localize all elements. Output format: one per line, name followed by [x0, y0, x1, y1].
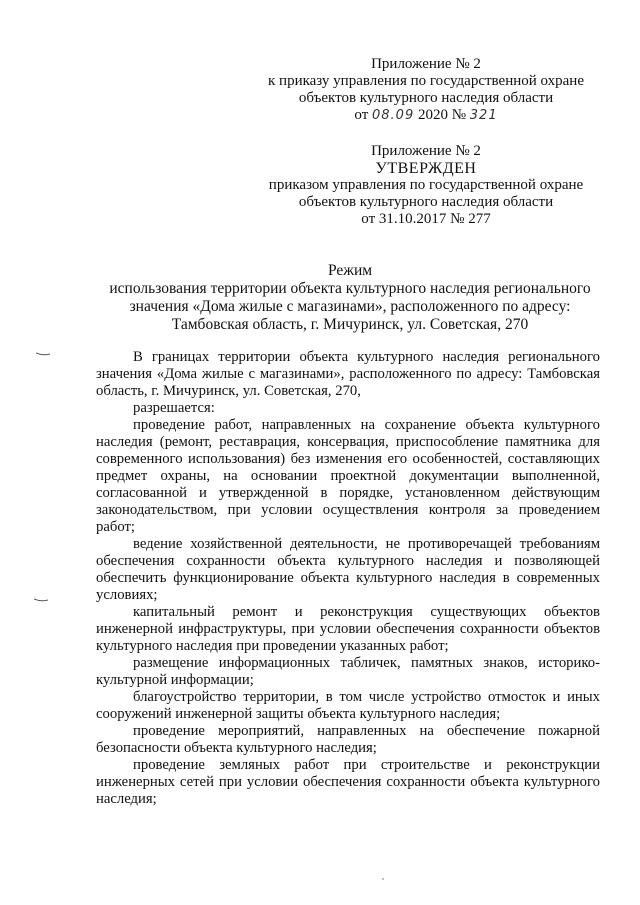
- annex-order-line: к приказу управления по государственной охране: [268, 73, 584, 89]
- heading-line-3: значения «Дома жилые с магазинами», расположенного по адресу:: [129, 298, 571, 315]
- paragraph-item-5: благоустройство территории, в том числе устройство отмосток и иных сооружений инженерной защиты объекта культурного наследия;: [96, 689, 600, 722]
- number-sign: №: [451, 107, 467, 123]
- paragraph-item-7: проведение земляных работ при строительстве и реконструкции инженерных сетей при условии обеспечения сохранности объекта культурного наследия;: [96, 757, 600, 807]
- heading-line-2: использования территории объекта культурного наследия регионального: [109, 280, 591, 297]
- heading-title: Режим: [327, 262, 373, 279]
- approved-label: УТВЕРЖДЕН: [375, 160, 477, 177]
- paragraph-item-3: капитальный ремонт и реконструкция существующих объектов инженерной инфраструктуры, при условии обеспечения сохранности объектов культурного наследия при проведении указанных работ;: [96, 604, 600, 654]
- annex-authority-line: объектов культурного наследия области: [298, 90, 554, 106]
- scan-speck: [382, 878, 384, 880]
- date-prefix: от: [354, 107, 369, 123]
- handwritten-date: 08.09: [372, 108, 415, 123]
- annex-title-2: Приложение № 2: [371, 143, 481, 159]
- approved-date-line: от 31.10.2017 № 277: [361, 211, 491, 227]
- paragraph-item-2: ведение хозяйственной деятельности, не противоречащей требованиям обеспечения сохранности объекта культурного наследия и позволяющей обеспечить функционирование объекта культурного наследия в современных условиях;: [96, 536, 600, 603]
- heading-line-4: Тамбовская область, г. Мичуринск, ул. Советская, 270: [171, 316, 529, 333]
- margin-mark-icon: [36, 352, 50, 355]
- date-year: 2020: [417, 107, 448, 123]
- annex-date-line: [240, 107, 612, 124]
- document-heading: [96, 262, 604, 334]
- annex-header-current: [240, 56, 612, 124]
- paragraph-item-1: проведение работ, направленных на сохранение объекта культурного наследия (ремонт, реставрация, консервация, приспособление памятника для современного использования) без изменения его особенностей, составляющих предмет охраны, на основании проектной документации выполненной, согласованной и утвержденной в порядке, установленном действующим законодательством, при условии осуществления контроля за проведением работ;: [96, 417, 600, 535]
- paragraph-allowed: разрешается:: [133, 400, 215, 416]
- paragraph-intro: В границах территории объекта культурного наследия регионального значения «Дома жилые с магазинами», расположенного по адресу: Тамбовская область, г. Мичуринск, ул. Советская, 270,: [96, 349, 600, 399]
- handwritten-number: 321: [469, 108, 498, 123]
- approved-authority-line: объектов культурного наследия области: [298, 194, 554, 210]
- approved-order-line: приказом управления по государственной охране: [268, 177, 584, 193]
- paragraph-item-4: размещение информационных табличек, памятных знаков, историко-культурной информации;: [96, 655, 600, 688]
- annex-header-approved: [240, 143, 612, 228]
- margin-mark-icon: [34, 598, 48, 601]
- paragraph-item-6: проведение мероприятий, направленных на обеспечение пожарной безопасности объекта культурного наследия;: [96, 723, 600, 756]
- body-text: [96, 349, 600, 808]
- annex-title: Приложение № 2: [371, 56, 481, 72]
